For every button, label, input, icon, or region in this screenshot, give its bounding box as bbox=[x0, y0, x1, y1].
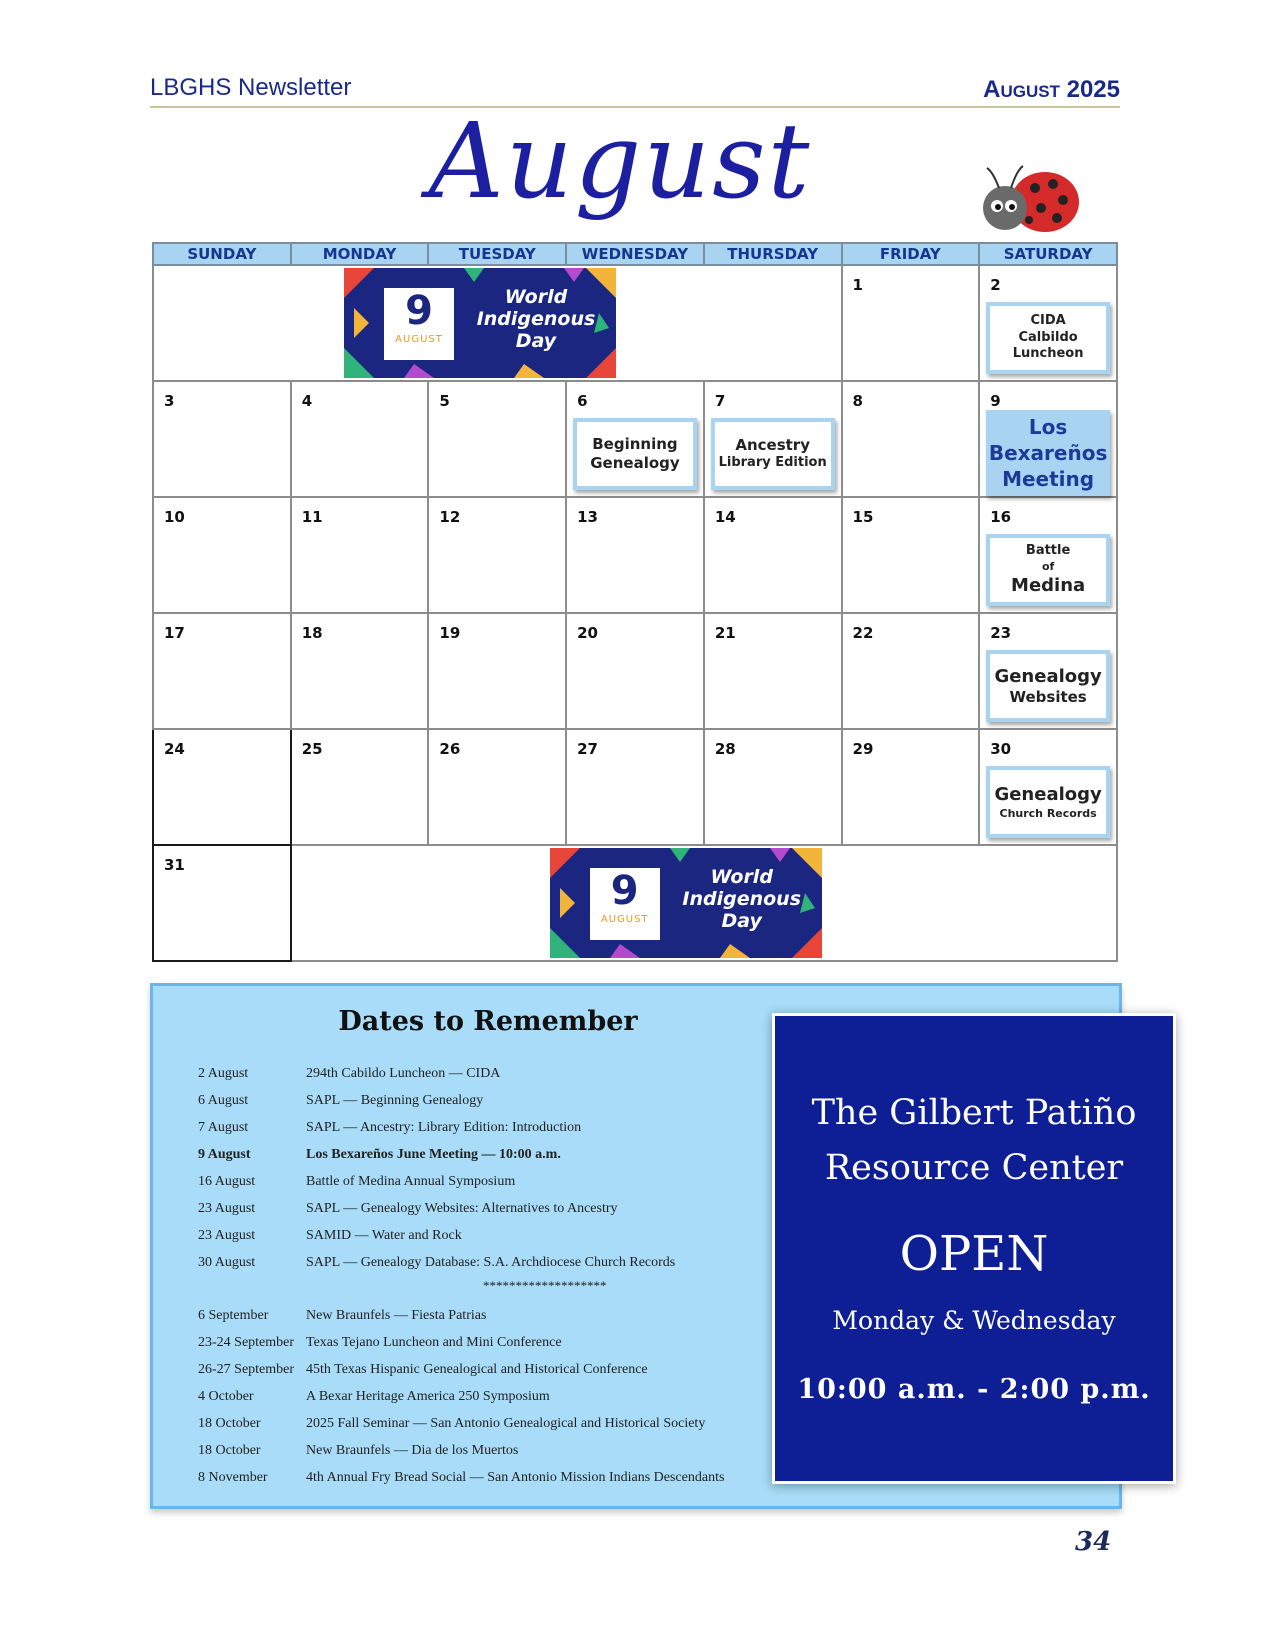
date-label: 23-24 September bbox=[198, 1335, 295, 1350]
date-label: 4 October bbox=[198, 1389, 254, 1404]
day-number: 31 bbox=[164, 856, 185, 874]
ladybug-icon bbox=[975, 158, 1085, 238]
date-label: 6 September bbox=[198, 1308, 269, 1323]
banner-day: 9 bbox=[405, 288, 433, 334]
day-cell bbox=[979, 497, 1117, 613]
day-number: 9 bbox=[990, 392, 1001, 410]
banner-text bbox=[672, 866, 812, 932]
date-label: 2 August bbox=[198, 1066, 249, 1081]
date-label: 6 August bbox=[198, 1093, 249, 1108]
day-number: 23 bbox=[990, 624, 1012, 642]
event-line: of bbox=[1041, 559, 1055, 573]
day-cell bbox=[566, 613, 704, 729]
day-number: 27 bbox=[577, 740, 598, 758]
date-label: 30 August bbox=[198, 1255, 256, 1270]
day-cell bbox=[153, 381, 291, 497]
event-line: Bexareños bbox=[988, 441, 1108, 465]
world-indigenous-day-banner bbox=[550, 848, 822, 958]
day-cell bbox=[979, 381, 1117, 497]
dates-title: Dates to Remember bbox=[338, 1006, 638, 1037]
event-beginning-genealogy bbox=[573, 418, 697, 490]
event-ancestry-library bbox=[711, 418, 835, 490]
day-cell bbox=[979, 613, 1117, 729]
day-number: 8 bbox=[852, 392, 863, 410]
event-label: SAMID — Water and Rock bbox=[306, 1228, 462, 1243]
banner-line: World bbox=[710, 866, 773, 888]
day-number: 5 bbox=[439, 392, 450, 410]
event-label: 2025 Fall Seminar — San Antonio Genealogical and Historical Society bbox=[306, 1416, 706, 1431]
day-number: 4 bbox=[301, 392, 313, 410]
date-label: 7 August bbox=[198, 1120, 249, 1135]
event-label: SAPL — Beginning Genealogy bbox=[306, 1093, 484, 1108]
day-cell bbox=[979, 265, 1117, 381]
date-label: 23 August bbox=[198, 1201, 256, 1216]
banner-text bbox=[466, 286, 606, 352]
resource-center-name bbox=[775, 1086, 1173, 1196]
resource-line: Resource Center bbox=[824, 1148, 1124, 1188]
banner-line: Indigenous bbox=[682, 888, 802, 910]
day-number: 17 bbox=[164, 624, 185, 642]
newsletter-title: LBGHS Newsletter bbox=[150, 74, 352, 101]
date-card bbox=[590, 868, 660, 940]
day-number: 29 bbox=[852, 740, 874, 758]
day-number: 3 bbox=[164, 392, 175, 410]
event-line: Meeting bbox=[1002, 467, 1095, 491]
day-cell bbox=[704, 729, 842, 845]
event-line: Los bbox=[1028, 415, 1068, 439]
day-cell bbox=[153, 613, 291, 729]
date-label: 8 November bbox=[198, 1470, 268, 1485]
day-number: 16 bbox=[990, 508, 1012, 526]
banner-line: Day bbox=[515, 330, 557, 352]
event-line: Calbildo bbox=[1018, 329, 1078, 345]
day-cell bbox=[428, 497, 566, 613]
day-cell bbox=[428, 381, 566, 497]
date-label: 18 October bbox=[198, 1416, 261, 1431]
banner-line: Day bbox=[721, 910, 762, 932]
day-number: 2 bbox=[990, 276, 1001, 294]
day-number: 12 bbox=[439, 508, 461, 526]
date-label: 18 October bbox=[198, 1443, 261, 1458]
day-cell bbox=[153, 729, 291, 845]
day-number: 24 bbox=[164, 740, 185, 758]
event-line: CIDA bbox=[1030, 312, 1066, 328]
day-cell bbox=[842, 613, 980, 729]
event-genealogy-websites bbox=[986, 650, 1110, 722]
day-number: 20 bbox=[577, 624, 598, 642]
page-number: 34 bbox=[1075, 1527, 1112, 1557]
day-cell bbox=[704, 497, 842, 613]
event-line: Ancestry bbox=[735, 435, 810, 454]
banner-month: AUGUST bbox=[395, 334, 443, 345]
day-number: 30 bbox=[990, 740, 1012, 758]
day-cell bbox=[842, 381, 980, 497]
date-card bbox=[384, 288, 454, 360]
event-battle-of-medina bbox=[986, 534, 1110, 606]
event-line: Battle bbox=[1025, 542, 1071, 558]
day-cell bbox=[566, 497, 704, 613]
event-label: 294th Cabildo Luncheon — CIDA bbox=[306, 1066, 501, 1081]
day-cell bbox=[566, 381, 704, 497]
weekday-header: SUNDAY bbox=[153, 243, 291, 265]
day-number: 22 bbox=[852, 624, 874, 642]
weekday-header: TUESDAY bbox=[428, 243, 566, 265]
banner-line: World bbox=[504, 286, 568, 308]
day-number: 21 bbox=[714, 624, 736, 642]
weekday-header: SATURDAY bbox=[979, 243, 1117, 265]
resource-line: The Gilbert Patiño bbox=[811, 1093, 1137, 1133]
date-label: 23 August bbox=[198, 1228, 256, 1243]
event-line: Library Edition bbox=[718, 455, 827, 471]
event-los-bexarenos-meeting bbox=[986, 410, 1110, 496]
event-line: Websites bbox=[1009, 687, 1087, 706]
day-number: 14 bbox=[714, 508, 736, 526]
event-line: Luncheon bbox=[1012, 346, 1084, 362]
event-line: Genealogy bbox=[590, 454, 680, 472]
event-cida-luncheon bbox=[986, 302, 1110, 374]
day-cell bbox=[566, 729, 704, 845]
day-number: 28 bbox=[714, 740, 736, 758]
day-cell bbox=[842, 497, 980, 613]
event-label: New Braunfels — Dia de los Muertos bbox=[306, 1443, 519, 1458]
world-indigenous-day-banner bbox=[344, 268, 616, 378]
weekday-header: FRIDAY bbox=[842, 243, 980, 265]
day-cell bbox=[153, 845, 291, 961]
banner-month: AUGUST bbox=[600, 914, 649, 925]
weekday-header: MONDAY bbox=[291, 243, 429, 265]
day-cell bbox=[291, 497, 429, 613]
event-label: 4th Annual Fry Bread Social — San Antonio Mission Indians Descendants bbox=[306, 1470, 725, 1485]
day-number: 11 bbox=[301, 508, 323, 526]
day-number: 25 bbox=[301, 740, 323, 758]
event-label: SAPL — Genealogy Websites: Alternatives to Ancestry bbox=[306, 1201, 618, 1216]
empty-cell bbox=[153, 265, 842, 381]
issue-date: August 2025 bbox=[983, 76, 1120, 103]
open-label: OPEN bbox=[899, 1226, 1049, 1282]
day-cell bbox=[291, 729, 429, 845]
day-number: 15 bbox=[852, 508, 874, 526]
day-cell bbox=[428, 613, 566, 729]
day-number: 10 bbox=[164, 508, 185, 526]
event-label: Battle of Medina Annual Symposium bbox=[306, 1174, 516, 1189]
date-label: 16 August bbox=[198, 1174, 256, 1189]
resource-center-panel bbox=[772, 1013, 1176, 1484]
day-cell bbox=[291, 381, 429, 497]
day-cell bbox=[291, 613, 429, 729]
event-genealogy-church-records bbox=[986, 766, 1110, 838]
open-hours: 10:00 a.m. - 2:00 p.m. bbox=[797, 1374, 1151, 1405]
separator: ******************* bbox=[483, 1278, 607, 1293]
date-label: 9 August bbox=[198, 1147, 251, 1162]
empty-cell bbox=[291, 845, 1117, 961]
event-line: Genealogy bbox=[994, 784, 1102, 806]
event-line: Beginning bbox=[592, 434, 678, 453]
day-number: 6 bbox=[577, 392, 588, 410]
day-number: 18 bbox=[301, 624, 323, 642]
weekday-header: WEDNESDAY bbox=[566, 243, 704, 265]
day-cell bbox=[153, 497, 291, 613]
weekday-header: THURSDAY bbox=[704, 243, 842, 265]
day-cell bbox=[842, 265, 980, 381]
banner-day: 9 bbox=[610, 868, 639, 914]
day-number: 19 bbox=[439, 624, 461, 642]
day-cell bbox=[704, 381, 842, 497]
day-cell bbox=[704, 613, 842, 729]
event-label: New Braunfels — Fiesta Patrias bbox=[306, 1308, 487, 1323]
event-label: SAPL — Ancestry: Library Edition: Introduction bbox=[306, 1120, 582, 1135]
event-line: Genealogy bbox=[994, 665, 1102, 687]
day-number: 13 bbox=[577, 508, 598, 526]
day-number: 26 bbox=[439, 740, 461, 758]
event-label: Texas Tejano Luncheon and Mini Conference bbox=[306, 1335, 562, 1350]
event-label: 45th Texas Hispanic Genealogical and Historical Conference bbox=[306, 1362, 648, 1377]
open-days: Monday & Wednesday bbox=[832, 1306, 1116, 1335]
day-number: 7 bbox=[714, 392, 726, 410]
day-number: 1 bbox=[852, 276, 863, 294]
event-label: Los Bexareños June Meeting — 10:00 a.m. bbox=[306, 1147, 561, 1162]
event-line: Medina bbox=[1011, 574, 1086, 596]
event-label: SAPL — Genealogy Database: S.A. Archdiocese Church Records bbox=[306, 1255, 676, 1270]
day-cell bbox=[842, 729, 980, 845]
day-cell bbox=[979, 729, 1117, 845]
event-label: A Bexar Heritage America 250 Symposium bbox=[306, 1389, 550, 1404]
event-line: Church Records bbox=[999, 806, 1097, 820]
day-cell bbox=[428, 729, 566, 845]
banner-line: Indigenous bbox=[476, 308, 596, 330]
month-title: August bbox=[428, 100, 812, 222]
date-label: 26-27 September bbox=[198, 1362, 295, 1377]
calendar-grid bbox=[152, 242, 1118, 962]
